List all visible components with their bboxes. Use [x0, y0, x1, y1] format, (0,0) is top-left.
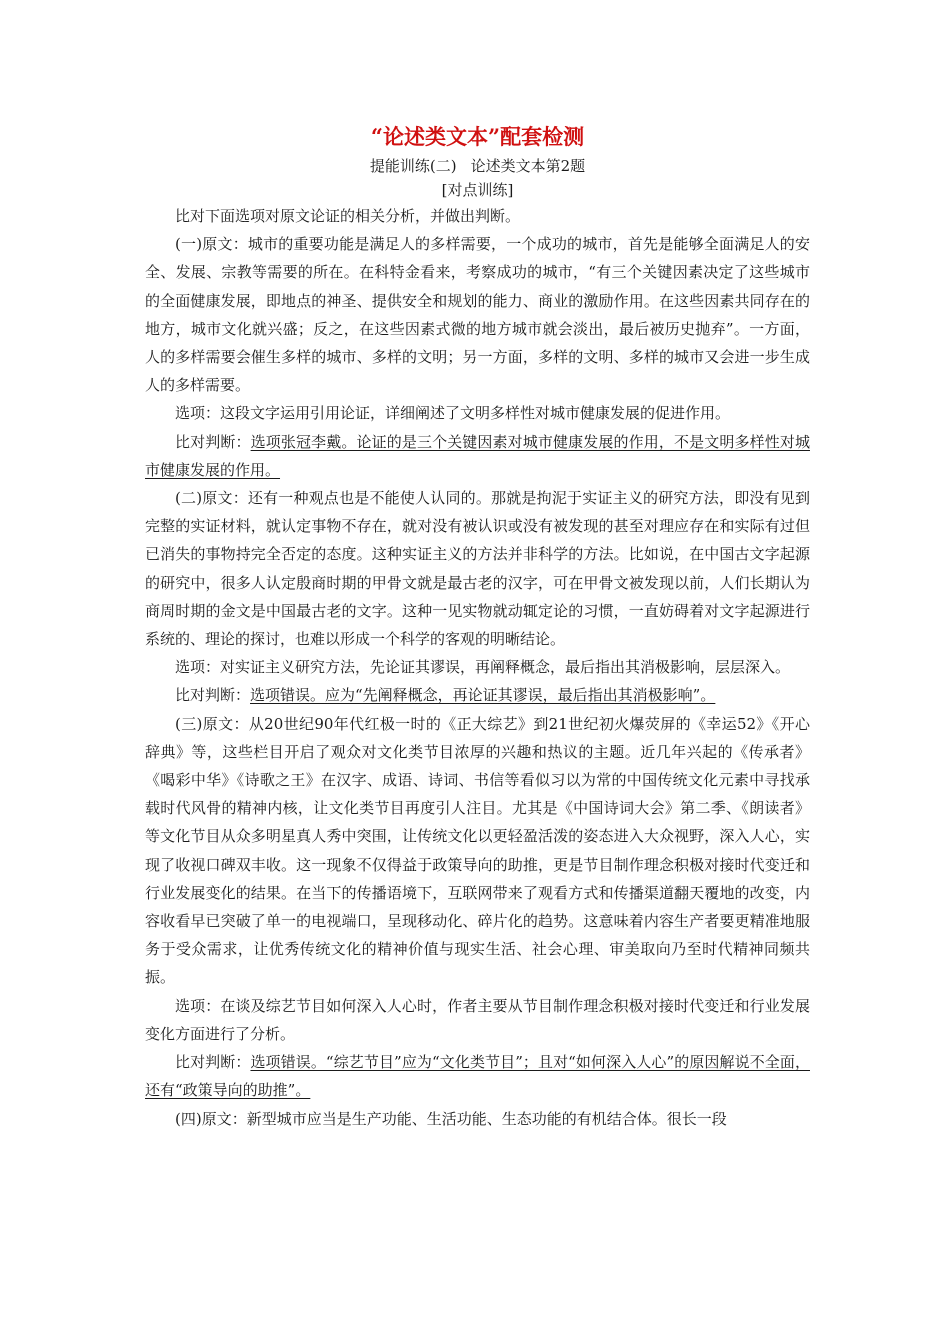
item-3-option-label: 选项：: [175, 996, 221, 1015]
item-1-option-label: 选项：: [175, 404, 221, 423]
item-3-original-label: (三)原文：: [175, 714, 249, 733]
item-2-original-label: (二)原文：: [175, 489, 248, 508]
item-2-option: [145, 653, 810, 681]
item-1-judge-label: 比对判断：: [175, 432, 251, 451]
item-1-original: [145, 230, 810, 399]
item-2-judge: [145, 681, 810, 709]
item-1-original-text: 城市的重要功能是满足人的多样需要，一个成功的城市，首先是能够全面满足人的安全、发展、宗教等需要的所在。在科特金看来，考察成功的城市，“有三个关键因素决定了这些城市的全面健康发展，即地点的神圣、提供安全和规划的能力、商业的激励作用。在这些因素共同存在的地方，城市文化就兴盛；反之，在这些因素式微的地方城市就会淡出，最后被历史抛弃”。一方面，人的多样需要会催生多样的城市、多样的文明；另一方面，多样的文明、多样的城市又会进一步生成人的多样需要。: [145, 235, 810, 395]
subtitle-left: 提能训练(二): [369, 157, 457, 175]
item-1-original-label: (一)原文：: [175, 235, 248, 254]
page-subtitle: [145, 154, 810, 178]
item-2-judge-text: 选项错误。应为“先阐释概念，再论证其谬误，最后指出其消极影响”。: [250, 686, 716, 705]
item-3-judge-label: 比对判断：: [175, 1053, 251, 1072]
item-3-original: [145, 710, 810, 992]
item-3-option: [145, 992, 810, 1048]
item-4-original: [145, 1105, 810, 1133]
item-1-option-text: 这段文字运用引用论证，详细阐述了文明多样性对城市健康发展的促进作用。: [220, 404, 731, 423]
item-3-judge-text: 选项错误。“综艺节目”应为“文化类节目”；且对“如何深入人心”的原因解说不全面，还有“政策导向的助推”。: [145, 1053, 810, 1100]
item-4-original-text: 新型城市应当是生产功能、生活功能、生态功能的有机结合体。很长一段: [246, 1109, 727, 1128]
subtitle-right: 论述类文本第2题: [470, 157, 586, 175]
item-3-original-text: 从20世纪90年代红极一时的《正大综艺》到21世纪初火爆荧屏的《幸运52》《开心辞典》等，这些栏目开启了观众对文化类节目浓厚的兴趣和热议的主题。近几年兴起的《传承者》《喝彩中华》《诗歌之王》在汉字、成语、诗词、书信等看似习以为常的中国传统文化元素中寻找承载时代风骨的精神内核，让文化类节目再度引人注目。尤其是《中国诗词大会》第二季、《朗读者》等文化节目从众多明星真人秀中突围，让传统文化以更轻盈活泼的姿态进入大众视野，深入人心，实现了收视口碑双丰收。这一现象不仅得益于政策导向的助推，更是节目制作理念积极对接时代变迁和行业发展变化的结果。在当下的传播语境下，互联网带来了观看方式和传播渠道翻天覆地的改变，内容收看早已突破了单一的电视端口，呈现移动化、碎片化的趋势。这意味着内容生产者要更精准地服务于受众需求，让优秀传统文化的精神价值与现实生活、社会心理、审美取向乃至时代精神同频共振。: [145, 714, 810, 987]
document-page: [145, 120, 810, 1133]
item-2-option-label: 选项：: [175, 658, 221, 677]
section-label: [对点训练]: [441, 181, 514, 199]
item-1-option: [145, 399, 810, 427]
item-2-original-text: 还有一种观点也是不能使人认同的。那就是拘泥于实证主义的研究方法，即没有见到完整的实证材料，就认定事物不存在，就对没有被认识或没有被发现的甚至对理应存在和实际有过但已消失的事物持完全否定的态度。这种实证主义的方法并非科学的方法。比如说，在中国古文字起源的研究中，很多人认定殷商时期的甲骨文就是最古老的汉字，可在甲骨文被发现以前，人们长期认为商周时期的金文是中国最古老的文字。这种一见实物就动辄定论的习惯，一直妨碍着对文字起源进行系统的、理论的探讨，也难以形成一个科学的客观的明晰结论。: [145, 489, 810, 649]
page-title: “论述类文本”配套检测: [370, 124, 585, 149]
item-2-option-text: 对实证主义研究方法，先论证其谬误，再阐释概念，最后指出其消极影响，层层深入。: [220, 658, 791, 677]
item-1-judge-text: 选项张冠李戴。论证的是三个关键因素对城市健康发展的作用，不是文明多样性对城市健康发展的作用。: [145, 432, 810, 479]
item-2-original: [145, 484, 810, 653]
item-1-judge: [145, 428, 810, 484]
item-2-judge-label: 比对判断：: [175, 686, 251, 705]
item-4-original-label: (四)原文：: [175, 1109, 247, 1128]
item-3-option-text: 在谈及综艺节目如何深入人心时，作者主要从节目制作理念积极对接时代变迁和行业发展变化方面进行了分析。: [145, 996, 810, 1043]
item-3-judge: [145, 1048, 810, 1104]
instruction: 比对下面选项对原文论证的相关分析，并做出判断。: [175, 207, 521, 225]
